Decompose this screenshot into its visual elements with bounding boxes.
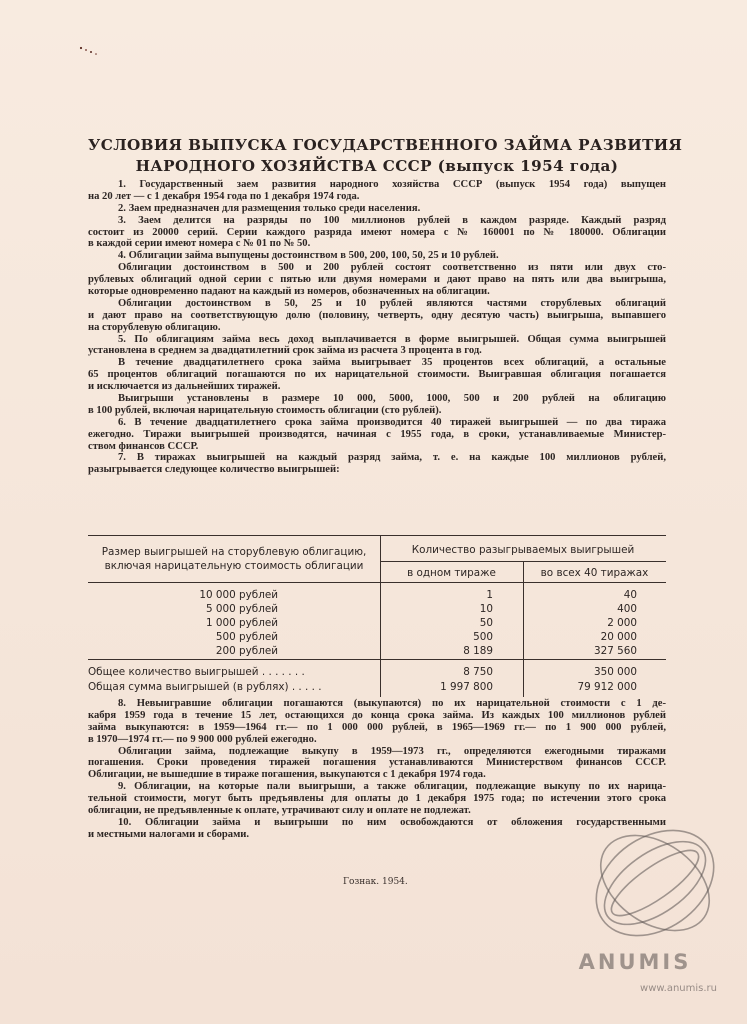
title-line: УСЛОВИЯ ВЫПУСКА ГОСУДАРСТВЕННОГО ЗАЙМА РАЗВИТИЯ xyxy=(88,136,683,154)
paragraph-line: ежегодно. Тиражи выигрышей производятся, начиная с 1955 года, в сроки, устанавливаемые Министер- xyxy=(88,428,666,440)
row-all: 400 xyxy=(617,603,637,615)
paragraph-line: облигации, не предъявленные к оплате, утрачивают силу и оплате не подлежат. xyxy=(88,805,471,817)
col1-header-line: Размер выигрышей на сторублевую облигацию, xyxy=(101,546,367,558)
paragraph-line: 6. В течение двадцатилетнего срока займа производится 40 тиражей выигрышей — по два тиража xyxy=(118,416,666,428)
paragraph-line: в 1970—1974 гг.— по 9 900 000 рублей ежегодно. xyxy=(88,733,317,745)
document-title xyxy=(88,135,683,177)
paragraph-line: и дают право на соответствующую долю (половину, четверть, одну десятую часть) выигрыша, выпавшего xyxy=(88,309,666,321)
paragraph-line: Облигации достоинством в 50, 25 и 10 рублей являются частями сторублевых облигаций xyxy=(118,297,666,309)
terms-body-continued xyxy=(88,698,666,841)
row-one: 1 xyxy=(486,589,493,601)
paragraph-line: 2. Заем предназначен для размещения только среди населения. xyxy=(118,202,421,214)
paragraph-line: 10. Облигации займа и выигрыши по ним освобождаются от обложения государственными xyxy=(118,816,666,828)
paragraph-line: 1. Государственный заем развития народного хозяйства СССР (выпуск 1954 года) выпущен xyxy=(118,179,666,190)
total-all: 79 912 000 xyxy=(577,681,637,693)
row-one: 50 xyxy=(479,617,493,629)
row-label: 5 000 рублей xyxy=(206,603,278,615)
winnings-table xyxy=(88,535,666,697)
total-one: 1 997 800 xyxy=(440,681,493,693)
paragraph-line: в каждой серии имеют номера с № 01 по № 50. xyxy=(88,238,311,250)
paragraph-line: 8. Невыигравшие облигации погашаются (выкупаются) по их нарицательной стоимости с 1 де- xyxy=(118,698,666,709)
total-one: 8 750 xyxy=(463,666,493,678)
paragraph-line: 3. Заем делится на разряды по 100 миллионов рублей в каждом разряде. Каждый разряд xyxy=(118,214,666,226)
paragraph-line: погашения. Сроки проведения тиражей погашения устанавливаются Министерством финансов СССР. xyxy=(88,757,666,769)
watermark-name: ANUMIS xyxy=(578,950,692,974)
row-one: 500 xyxy=(473,631,493,643)
paragraph-line: Облигации займа, подлежащие выкупу в 1959—1973 гг., определяются ежегодными тиражами xyxy=(118,745,666,757)
paragraph-line: В течение двадцатилетнего срока займа выигрывает 35 процентов всех облигаций, а остальные xyxy=(118,357,666,369)
title-line: НАРОДНОГО ХОЗЯЙСТВА СССР (выпуск 1954 года) xyxy=(135,157,619,175)
row-all: 20 000 xyxy=(600,631,637,643)
total-all: 350 000 xyxy=(594,666,637,678)
paragraph-line: и местными налогами и сборами. xyxy=(88,828,250,840)
paragraph-line: 9. Облигации, на которые пали выигрыши, а также облигации, подлежащие выкупу по их нарица- xyxy=(118,781,666,793)
paragraph-line: 5. По облигациям займа весь доход выплачивается в форме выигрышей. Общая сумма выигрышей xyxy=(118,333,666,345)
paragraph-line: на 20 лет — с 1 декабря 1954 года по 1 декабря 1974 года. xyxy=(88,190,360,202)
paragraph-line: ством финансов СССР. xyxy=(88,440,199,452)
printer-imprint: Гознак. 1954. xyxy=(343,877,408,887)
paragraph-line: рублевых облигаций одной серии с пятью или двумя номерами и дают право на пять или два выигрыша, xyxy=(88,274,666,286)
row-label: 200 рублей xyxy=(215,645,278,657)
paragraph-line: установлена в среднем за двадцатилетний срок займа из расчета 3 процента в год. xyxy=(88,345,482,357)
paragraph-line: Облигации, не вышедшие в тираже погашения, выкупаются с 1 декабря 1974 года. xyxy=(88,769,486,781)
paragraph-line: Выигрыши установлены в размере 10 000, 5000, 1000, 500 и 200 рублей на облигацию xyxy=(118,393,666,405)
row-one: 10 xyxy=(479,603,493,615)
watermark-logo-icon xyxy=(584,827,726,939)
paragraph-line: которые одновременно падают на каждый из номеров, обозначенных на облигации. xyxy=(88,286,490,298)
col3-header: во всех 40 тиражах xyxy=(540,567,649,579)
ink-speck xyxy=(78,44,100,58)
row-all: 327 560 xyxy=(594,645,637,657)
group-header: Количество разыгрываемых выигрышей xyxy=(411,544,635,556)
row-all: 40 xyxy=(623,589,637,601)
paragraph-line: разыгрывается следующее количество выигрышей: xyxy=(88,464,340,476)
paragraph-line: Облигации достоинством в 500 и 200 рублей состоят соответственно из пяти или двух сто- xyxy=(118,262,666,274)
row-all: 2 000 xyxy=(607,617,637,629)
paragraph-line: на сторублевую облигацию. xyxy=(88,321,221,333)
paragraph-line: займа выкупаются: в 1959—1964 гг.— по 1 000 000 рублей, в 1965—1969 гг.— по 1 900 000 рублей, xyxy=(88,721,666,733)
row-label: 500 рублей xyxy=(215,631,278,643)
terms-body xyxy=(88,179,666,476)
paragraph-line: 4. Облигации займа выпущены достоинством в 500, 200, 100, 50, 25 и 10 рублей. xyxy=(118,250,499,262)
paragraph-line: 65 процентов облигаций погашаются по их нарицательной стоимости. Выигравшая облигация погашается xyxy=(88,369,666,381)
paragraph-line: в 100 рублей, включая нарицательную стоимость облигации (сто рублей). xyxy=(88,404,442,416)
col1-header-line: включая нарицательную стоимость облигации xyxy=(104,560,364,572)
watermark-url: www.anumis.ru xyxy=(640,983,717,994)
paragraph-line: кабря 1959 года в течение 15 лет, остающихся до конца срока займа. Из каждых 100 миллионов рублей xyxy=(88,709,666,721)
row-one: 8 189 xyxy=(463,645,493,657)
row-label: 1 000 рублей xyxy=(206,617,278,629)
row-label: 10 000 рублей xyxy=(199,589,278,601)
paragraph-line: состоит из 20000 серий. Серии каждого разряда имеют номера с № 160001 по № 180000. Облигации xyxy=(88,226,666,238)
total-label: Общая сумма выигрышей (в рублях) . . . . . xyxy=(88,681,322,693)
total-label: Общее количество выигрышей . . . . . . . xyxy=(88,666,305,678)
paragraph-line: и исключается из дальнейших тиражей. xyxy=(88,381,281,393)
col2-header: в одном тираже xyxy=(407,567,496,579)
paragraph-line: тельной стоимости, могут быть предъявлены для оплаты до 1 декабря 1975 года; по истечении этого срока xyxy=(88,793,666,805)
paragraph-line: 7. В тиражах выигрышей на каждый разряд займа, т. е. на каждые 100 миллионов рублей, xyxy=(118,452,666,464)
